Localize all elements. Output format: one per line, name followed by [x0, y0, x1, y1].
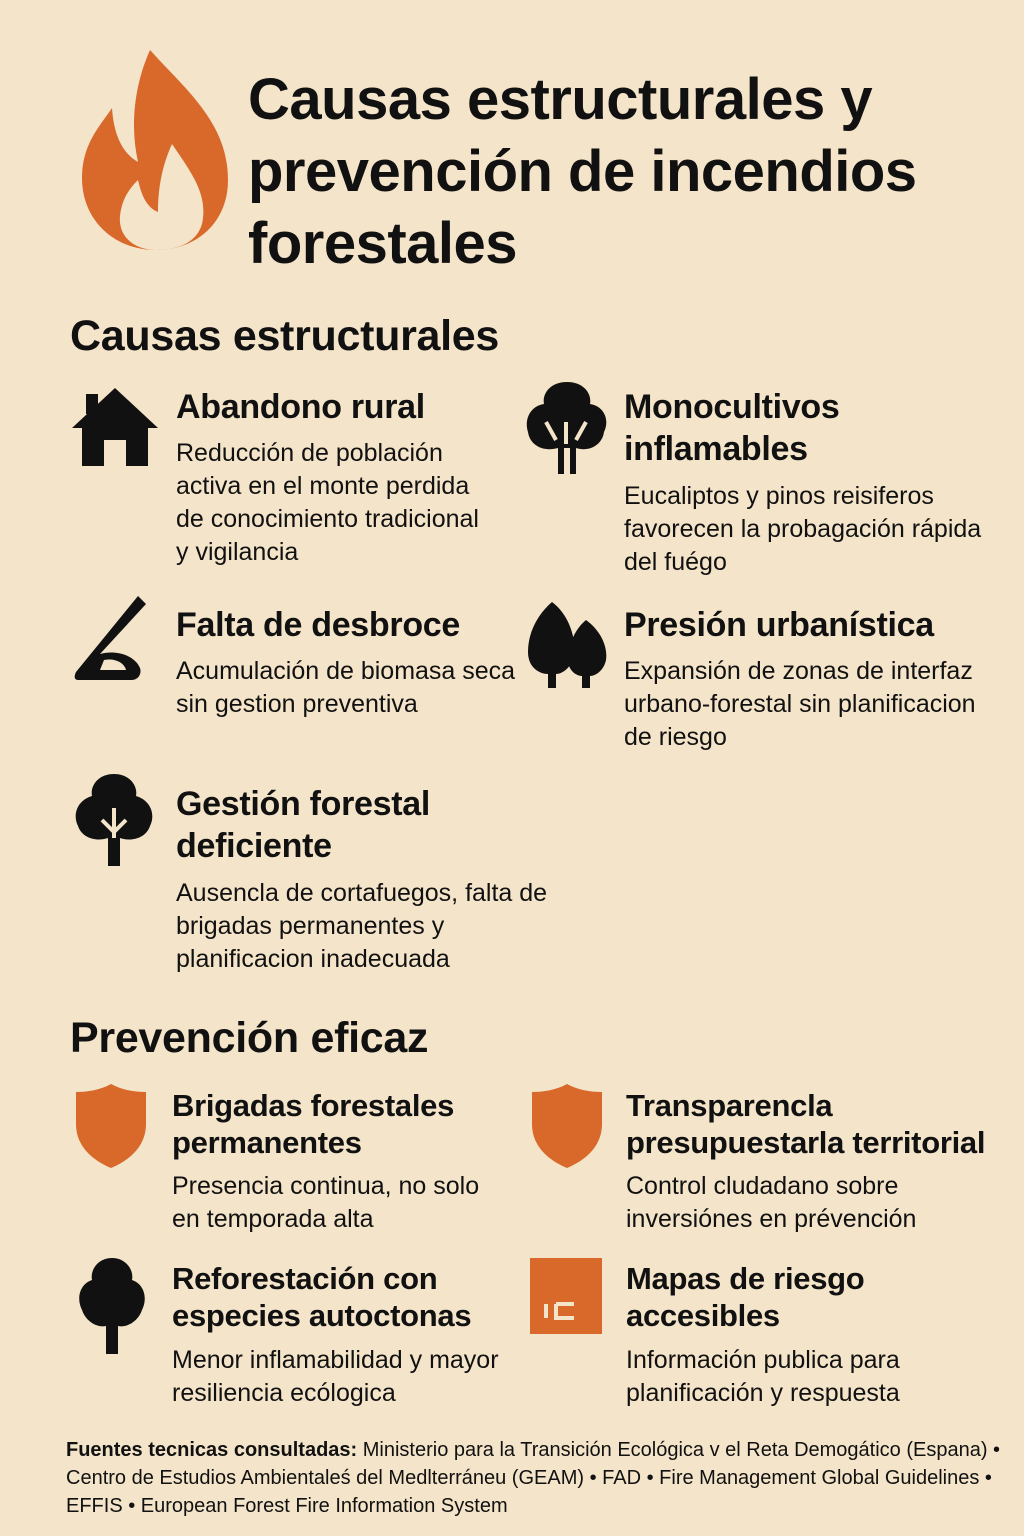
cause-title: Presión urbanística — [624, 606, 934, 644]
flame-icon — [78, 48, 234, 250]
cause-desc: Reducción de población activa en el monte perdida de conocimiento tradicional y vigilancia — [176, 439, 479, 566]
cause-title: Abandono rural — [176, 388, 425, 426]
map-icon — [530, 1258, 602, 1334]
prevention-desc: Menor inflamabilidad y mayor resiliencia ecólogica — [172, 1346, 499, 1407]
prevention-title: Transparencla presupuestarla territorial — [626, 1088, 986, 1160]
cause-desc: Acumulación de biomasa seca sin gestion preventiva — [176, 657, 516, 718]
tree-icon — [72, 774, 156, 866]
sources-label: Fuentes tecnicas consultadas: — [66, 1439, 358, 1461]
prevention-title: Mapas de riesgo accesibles — [626, 1261, 865, 1333]
prevention-title: Brigadas forestales permanentes — [172, 1088, 455, 1160]
shield-icon — [532, 1084, 602, 1168]
sources-footer — [66, 1436, 1006, 1520]
cause-title: Gestión forestal deficiente — [176, 785, 431, 865]
page-title: Causas estructurales y prevención de incendios forestales — [248, 67, 917, 276]
scythe-icon — [74, 596, 148, 680]
trees-icon — [526, 382, 608, 474]
house-icon — [72, 388, 158, 466]
cause-desc: Expansión de zonas de interfaz urbano-forestal sin planificacion de riesgo — [624, 657, 976, 751]
cause-desc: Eucaliptos y pinos reisiferos favorecen la probagación rápida del fuégo — [624, 482, 982, 576]
shield-icon — [76, 1084, 146, 1168]
cause-title: Falta de desbroce — [176, 606, 460, 644]
twin-trees-icon — [526, 602, 608, 688]
cause-title: Monocultivos inflamables — [624, 388, 840, 468]
prevention-desc: Presencia continua, no solo en temporada alta — [172, 1172, 480, 1233]
prevention-desc: Información publica para planificación y respuesta — [626, 1346, 900, 1407]
prevention-desc: Control cludadano sobre inversiónes en prévención — [626, 1172, 917, 1233]
cause-desc: Ausencla de cortafuegos, falta de brigadas permanentes y planificacion inadecuada — [176, 879, 548, 973]
section-title-prevention: Prevención eficaz — [70, 1014, 429, 1062]
prevention-title: Reforestación con especies autoctonas — [172, 1261, 472, 1333]
sources-text: Ministerio para la Transición Ecológica v el Reta Demogático (Espana) • Centro de Estudios Ambientaleś del Medlterráneu (GEAM) • FAD • Fire Management Global Guidelines • EFFIS • European Forest Fire Information System — [66, 1439, 1001, 1517]
section-title-causes: Causas estructurales — [70, 312, 499, 360]
tree-icon — [76, 1258, 148, 1354]
